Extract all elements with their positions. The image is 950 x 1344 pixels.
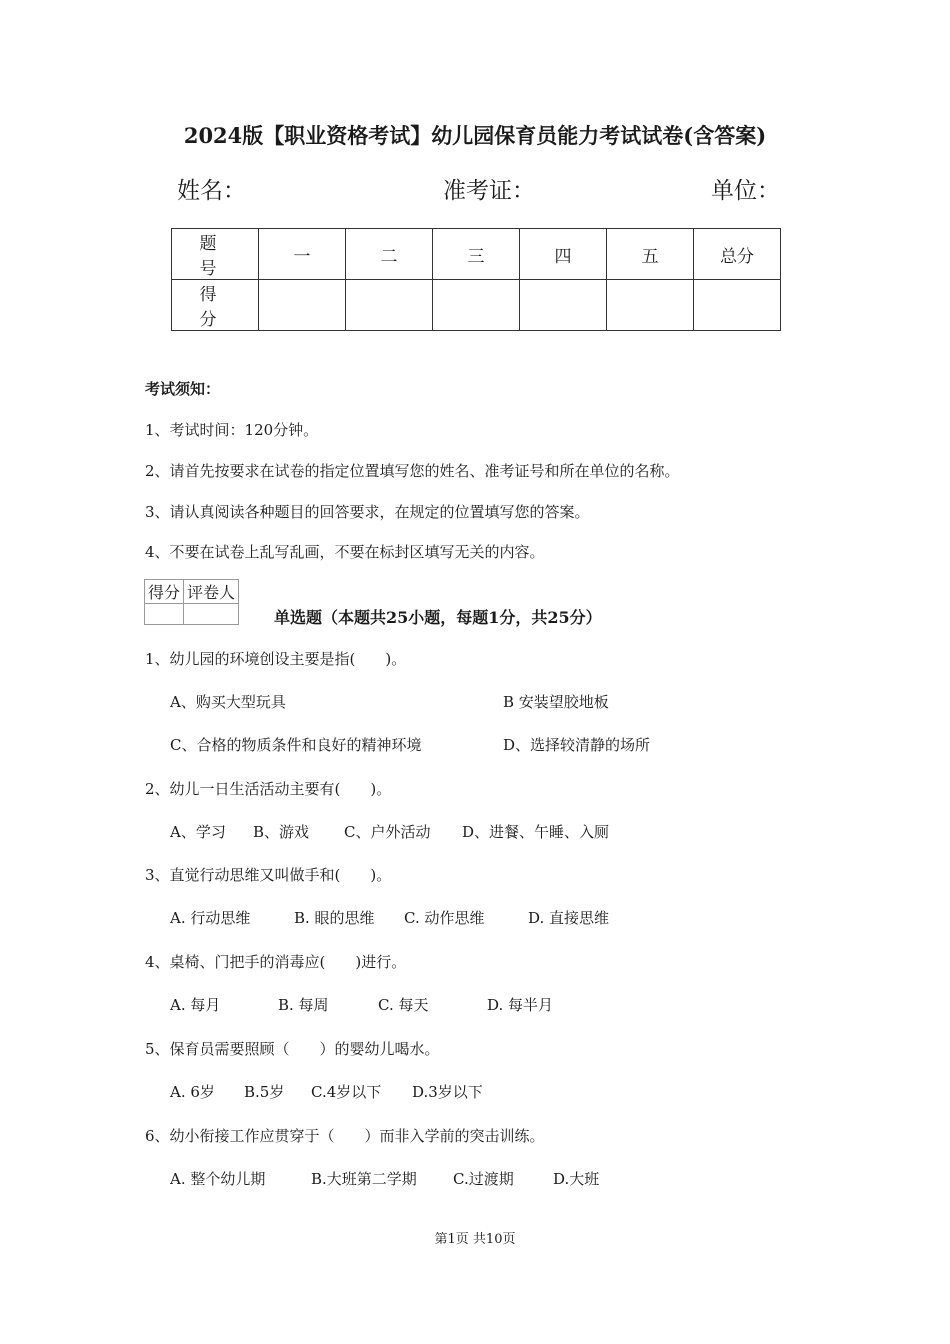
score-table-header-cell: 五 — [607, 229, 694, 280]
option-d: D.大班 — [553, 1170, 600, 1188]
grader-box — [144, 579, 239, 625]
score-cell[interactable] — [433, 280, 520, 331]
option-b: B. 每周 — [278, 996, 329, 1014]
option-d: D、选择较清静的场所 — [503, 736, 651, 754]
question-text: 6、幼小衔接工作应贯穿于（ ）而非入学前的突击训练。 — [145, 1127, 545, 1145]
question-text: 5、保育员需要照顾（ ）的婴幼儿喝水。 — [145, 1040, 440, 1058]
score-table-header-cell: 总分 — [694, 229, 781, 280]
notice-heading: 考试须知： — [145, 380, 221, 398]
score-table-row-label: 得 分 — [172, 280, 259, 331]
option-b: B. 眼的思维 — [294, 909, 375, 927]
question-text: 2、幼儿一日生活活动主要有( )。 — [145, 780, 392, 798]
option-a: A、购买大型玩具 — [170, 693, 286, 711]
option-b: B 安装望胶地板 — [503, 693, 609, 711]
exam-id-field-label: 准考证： — [443, 178, 535, 204]
option-c: C.过渡期 — [453, 1170, 514, 1188]
page-footer: 第1页 共10页 — [434, 1232, 516, 1247]
option-d: D. 直接思维 — [528, 909, 610, 927]
option-c: C、户外活动 — [344, 823, 431, 841]
score-table-header-cell: 二 — [346, 229, 433, 280]
option-c: C、合格的物质条件和良好的精神环境 — [170, 736, 422, 754]
grader-box-grader-label: 评卷人 — [184, 580, 239, 604]
score-table-header-label: 题 号 — [172, 229, 259, 280]
option-a: A. 每月 — [170, 996, 221, 1014]
question-text: 1、幼儿园的环境创设主要是指( )。 — [145, 650, 407, 668]
question-text: 3、直觉行动思维又叫做手和( )。 — [145, 866, 392, 884]
grader-box-score-cell[interactable] — [145, 604, 184, 625]
score-table-header-row — [172, 229, 781, 280]
option-a: A、学习 — [170, 823, 226, 841]
notice-item: 2、请首先按要求在试卷的指定位置填写您的姓名、准考证号和所在单位的名称。 — [145, 462, 680, 480]
score-table-header-cell: 三 — [433, 229, 520, 280]
grader-box-score-label: 得分 — [145, 580, 184, 604]
score-table-header-cell: 一 — [259, 229, 346, 280]
option-b: B.5岁 — [244, 1083, 285, 1101]
option-a: A. 行动思维 — [170, 909, 251, 927]
score-cell[interactable] — [346, 280, 433, 331]
question-text: 4、桌椅、门把手的消毒应( )进行。 — [145, 953, 407, 971]
score-cell[interactable] — [694, 280, 781, 331]
score-cell[interactable] — [259, 280, 346, 331]
option-d: D.3岁以下 — [412, 1083, 483, 1101]
option-b: B、游戏 — [253, 823, 310, 841]
score-table-header-cell: 四 — [520, 229, 607, 280]
option-c: C. 每天 — [378, 996, 429, 1014]
page-title: 2024版【职业资格考试】幼儿园保育员能力考试试卷(含答案) — [183, 123, 767, 148]
option-b: B.大班第二学期 — [311, 1170, 417, 1188]
score-cell[interactable] — [607, 280, 694, 331]
option-d: D. 每半月 — [487, 996, 554, 1014]
score-table — [171, 228, 781, 331]
notice-item: 3、请认真阅读各种题目的回答要求，在规定的位置填写您的答案。 — [145, 503, 590, 521]
notice-item: 1、考试时间：120分钟。 — [145, 421, 319, 439]
option-a: A. 6岁 — [170, 1083, 215, 1101]
score-table-score-row — [172, 280, 781, 331]
option-a: A. 整个幼儿期 — [170, 1170, 266, 1188]
grader-box-grader-cell[interactable] — [184, 604, 239, 625]
score-cell[interactable] — [520, 280, 607, 331]
unit-field-label: 单位： — [711, 178, 780, 204]
option-c: C.4岁以下 — [311, 1083, 382, 1101]
notice-item: 4、不要在试卷上乱写乱画，不要在标封区填写无关的内容。 — [145, 543, 545, 561]
option-d: D、进餐、午睡、入厕 — [462, 823, 610, 841]
name-field-label: 姓名： — [177, 178, 246, 204]
option-c: C. 动作思维 — [404, 909, 485, 927]
section-title: 单选题（本题共25小题，每题1分，共25分） — [274, 608, 602, 627]
